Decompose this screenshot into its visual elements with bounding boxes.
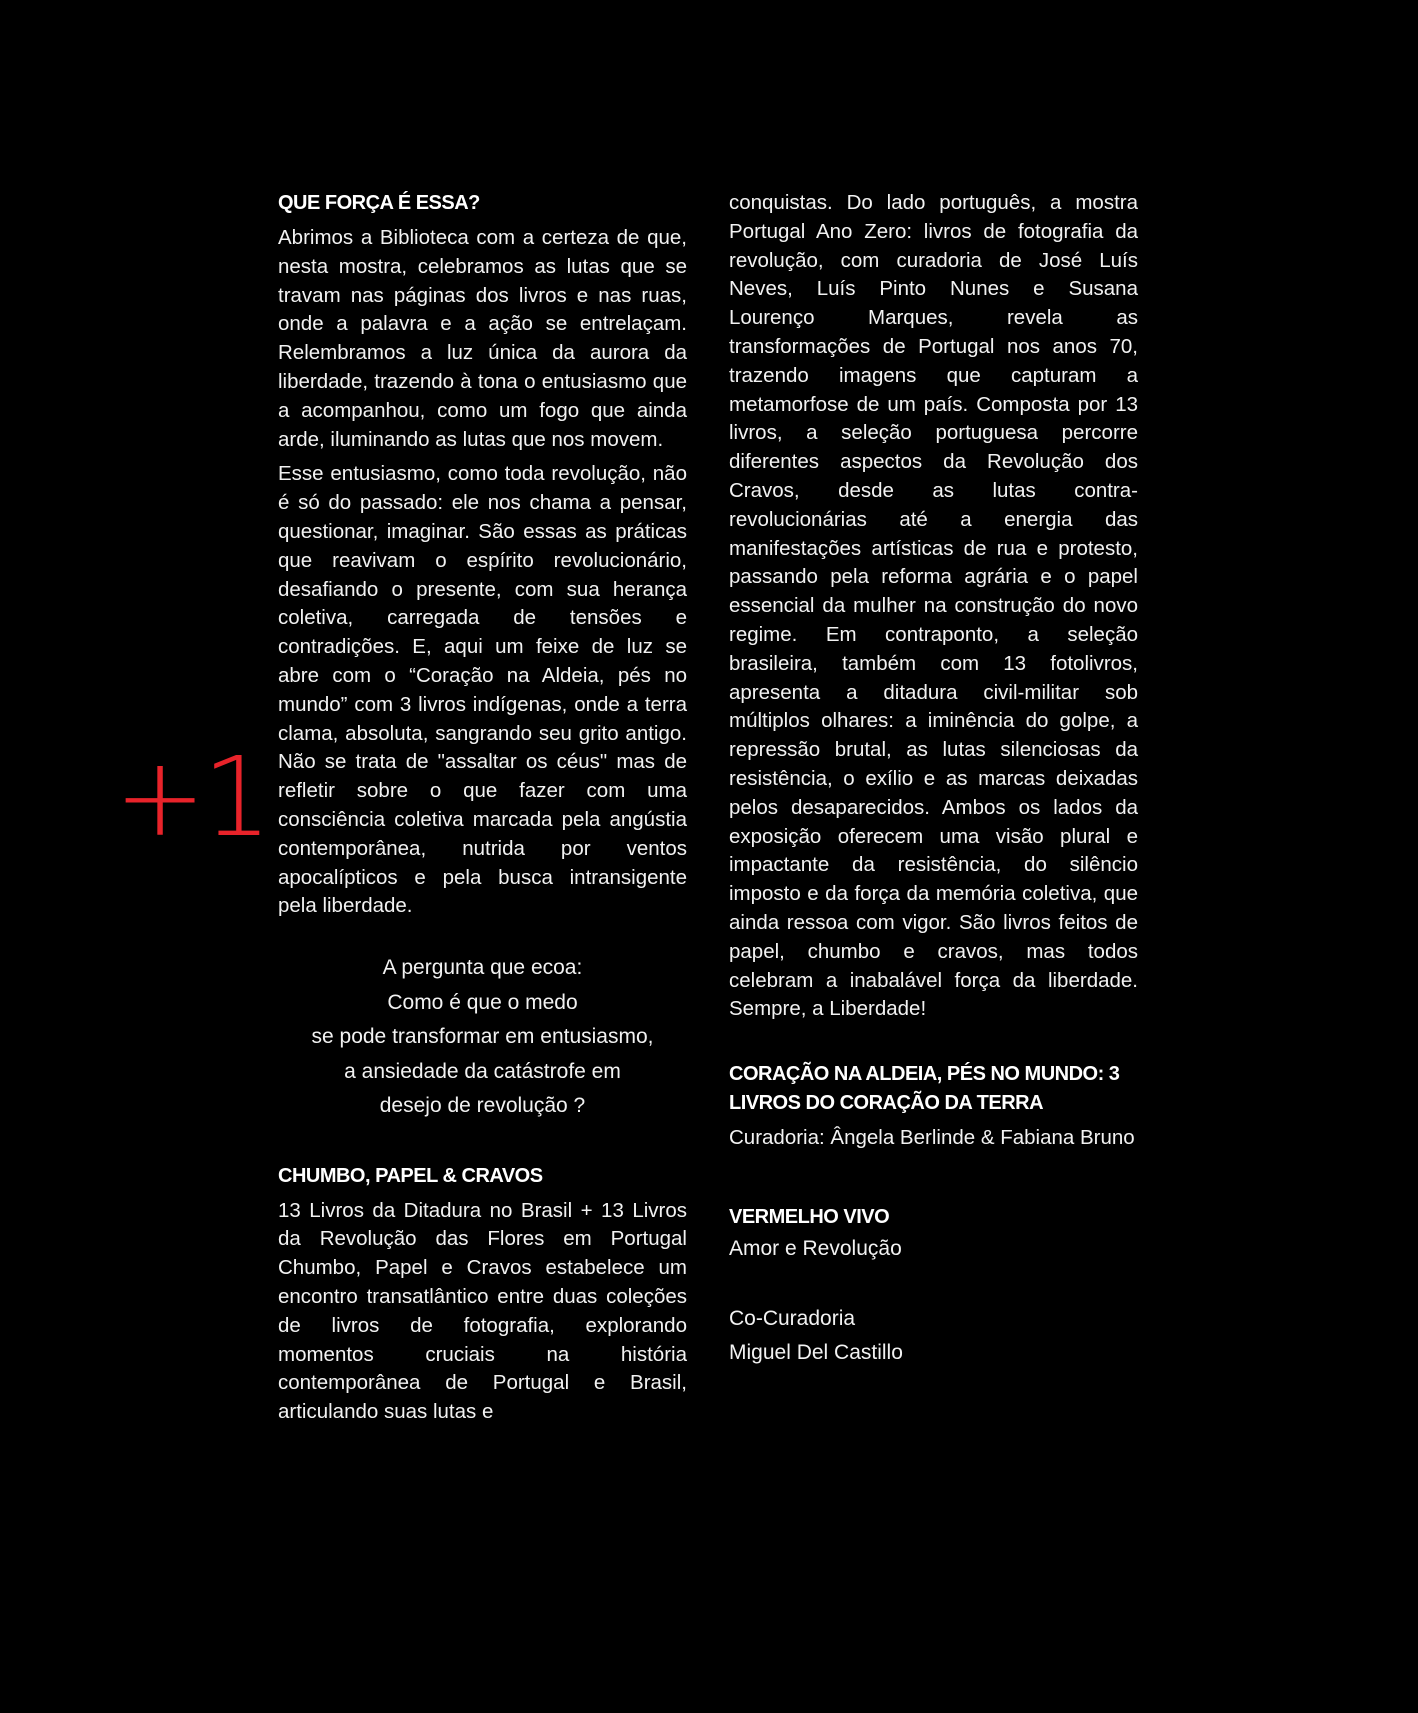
subtitle-amor-revolucao: Amor e Revolução [729, 1236, 902, 1260]
section-title-coracao: CORAÇÃO NA ALDEIA, PÉS NO MUNDO: 3 LIVROS DO CORAÇÃO DA TERRA [729, 1063, 1120, 1115]
paragraph-continuation: conquistas. Do lado português, a mostra Portugal Ano Zero: livros de fotografia da revolução, com curadoria de José Luís Neves, Luís Pinto Nunes e Susana Lourenço Marques, revela as transformações de Portugal nos anos 70, trazendo imagens que capturam a metamorfose de um país. Composta por 13 livros, a seleção portuguesa percorre diferentes aspectos da Revolução dos Cravos, desde as lutas contra-revolucionárias até a energia das manifestações artísticas de rua e protesto, passando pela reforma agrária e o papel essencial da mulher na construção do novo regime. Em contraponto, a seleção brasileira, também com 13 fotolivros, apresenta a ditadura civil-militar sob múltiplos olhares: a iminência do golpe, a repressão brutal, as lutas silenciosas da resistência, o exílio e as marcas deixadas pelos desaparecidos. Ambos os lados da exposição oferecem uma visão plural e impactante da resistência, do silêncio imposto e da força da memória coletiva, que ainda ressoa com vigor. São livros feitos de papel, chumbo e cravos, mas todos celebram a inabalável força da liberdade. Sempre, a Liberdade! [729, 191, 1138, 1021]
quote-line: desejo de revolução ? [379, 1094, 586, 1118]
section-title-chumbo: CHUMBO, PAPEL & CRAVOS [278, 1164, 543, 1187]
quote-line: a ansiedade da catástrofe em [344, 1059, 621, 1083]
paragraph-que-forca-1: Abrimos a Biblioteca com a certeza de que, nesta mostra, celebramos as lutas que se travam nas páginas dos livros e nas ruas, onde a palavra e a ação se entrelaçam. Relembramos a luz única da aurora da liberdade, trazendo à tona o entusiasmo que a acompanhou, como um fogo que ainda arde, iluminando as lutas que nos movem. [278, 226, 687, 451]
pull-quote [278, 951, 687, 1124]
quote-line: A pergunta que ecoa: [382, 956, 583, 980]
quote-line: se pode transformar em entusiasmo, [311, 1025, 654, 1049]
section-chumbo-papel-cravos [278, 1162, 687, 1427]
right-column [729, 189, 1138, 1370]
paragraph-chumbo: 13 Livros da Ditadura no Brasil + 13 Livros da Revolução das Flores em Portugal Chumbo, Papel e Cravos estabelece um encontro transatlântico entre duas coleções de livros de fotografia, explorando momentos cruciais na história contemporânea de Portugal e Brasil, articulando suas lutas e [278, 1198, 687, 1424]
section-title-que-forca: QUE FORÇA É ESSA? [278, 192, 480, 214]
quote-line: Como é que o medo [387, 990, 578, 1014]
co-curator-name: Miguel Del Castillo [729, 1340, 903, 1364]
co-curadoria-label: Co-Curadoria [729, 1306, 856, 1330]
section-vermelho-vivo [729, 1203, 1138, 1266]
page-number: +1 [114, 733, 269, 861]
left-column [278, 189, 687, 1427]
section-que-forca [278, 189, 687, 921]
curators-text: Curadoria: Ângela Berlinde & Fabiana Bruno [729, 1126, 1135, 1150]
paragraph-que-forca-2: Esse entusiasmo, como toda revolução, não é só do passado: ele nos chama a pensar, questionar, imaginar. São essas as práticas que reavivam o espírito revolucionário, desafiando o presente, com sua herança coletiva, carregada de tensões e contradições. E, aqui um feixe de luz se abre com o “Coração na Aldeia, pés no mundo” com 3 livros indígenas, onde a terra clama, absoluta, sangrando seu grito antigo. Não se trata de "assaltar os céus" mas de refletir sobre o que fazer com uma consciência coletiva marcada pela angústia contemporânea, nutrida por ventos apocalípticos e pela busca intransigente pela liberdade. [278, 462, 687, 918]
section-co-curadoria [729, 1302, 1138, 1370]
section-title-vermelho: VERMELHO VIVO [729, 1205, 890, 1228]
section-coracao-na-aldeia [729, 1060, 1138, 1153]
